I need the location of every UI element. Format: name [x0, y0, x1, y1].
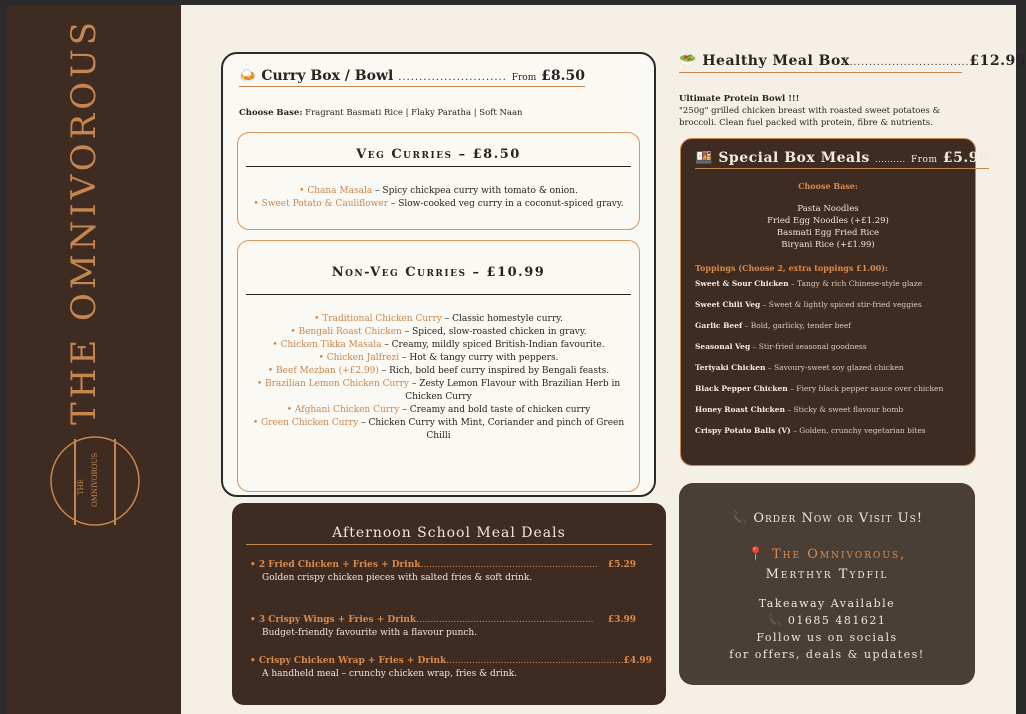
list-item: • Chana Masala – Spicy chickpea curry with tomato & onion.: [299, 186, 578, 196]
phone-icon: 📞: [730, 511, 749, 526]
special-base-label: Choose Base:: [798, 181, 858, 191]
list-item: • Traditional Chicken Curry – Classic homestyle curry.: [314, 314, 563, 324]
healthy-price: £12.99: [969, 53, 1026, 69]
curry-price: £8.50: [541, 68, 585, 84]
list-item: • Sweet Potato & Cauliflower – Slow-cooked veg curry in a coconut-spiced gravy.: [253, 199, 624, 209]
nonveg-curries-box: [237, 240, 640, 492]
school-deals-panel: [232, 503, 666, 705]
list-item: • Chicken Jalfrezi – Hot & tangy curry with peppers.: [318, 353, 559, 363]
veg-curries-box: [237, 132, 640, 230]
phone-icon: 📞: [767, 614, 783, 627]
brand-vertical-title: THE OMNIVOROUS: [64, 17, 104, 425]
omnivorous-logo: [47, 433, 143, 529]
list-item: Sweet Chili Veg – Sweet & lightly spiced stir-fried veggies: [695, 300, 922, 309]
bowl-icon: 🍛: [239, 68, 257, 84]
list-item: • Brazilian Lemon Chicken Curry – Zesty Lemon Flavour with Brazilian Herb in Chicken Curry: [256, 379, 621, 402]
list-item: Seasonal Veg – Stir-fried seasonal goodness: [695, 342, 867, 351]
order-heading: 📞 Order Now or Visit Us!: [730, 511, 924, 526]
brand-sidebar: [7, 5, 181, 714]
social-line-2: for offers, deals & updates!: [729, 648, 925, 661]
deal-item: • 2 Fried Chicken + Fries + Drink .............................................................. £5.29 Golden crispy chicken pieces with salted fries & soft drink.: [250, 560, 636, 583]
social-line-1: Follow us on socials: [756, 631, 898, 644]
list-item: Garlic Beef – Bold, garlicky, tender beef: [695, 321, 852, 330]
special-bases: Pasta Noodles Fried Egg Noodles (+£1.29) Basmati Egg Fried Rice Biryani Rice (+£1.99): [767, 204, 889, 250]
bento-icon: 🍱: [695, 150, 713, 166]
list-item: Sweet & Sour Chicken – Tangy & rich Chinese-style glaze: [695, 279, 923, 288]
deal-item: • Crispy Chicken Wrap + Fries + Drink .............................................................. £4.99 A handheld meal – crunchy chicken wrap, fries & drink.: [250, 656, 652, 679]
shop-name: 📍 The Omnivorous,: [747, 547, 907, 562]
list-item: Black Pepper Chicken – Fiery black pepper sauce over chicken: [695, 384, 944, 393]
healthy-heading: 🥗 Healthy Meal Box...............................£12.99: [679, 53, 962, 73]
svg-text:THE: THE: [77, 479, 85, 495]
takeaway-text: Takeaway Available: [758, 597, 896, 610]
curry-base-line: Choose Base: Fragrant Basmati Rice | Flaky Paratha | Soft Naan: [239, 108, 523, 118]
list-item: • Green Chicken Curry – Chicken Curry with Mint, Coriander and pinch of Green Chilli: [252, 418, 625, 441]
list-item: • Beef Mezban (+£2.99) – Rich, bold beef curry inspired by Bengali feasts.: [267, 366, 610, 376]
veg-curries-list: [246, 185, 631, 211]
curry-heading: 🍛 Curry Box / Bowl .......................... From £8.50: [239, 68, 585, 87]
special-box-panel: [680, 138, 990, 466]
phone-number[interactable]: 📞 01685 481621: [767, 614, 887, 627]
list-item: Crispy Potato Balls (V) – Golden, crunchy vegetarian bites: [695, 426, 926, 435]
deal-item: • 3 Crispy Wings + Fries + Drink .............................................................. £3.99 Budget-friendly favourite with a flavour punch.: [250, 615, 636, 638]
toppings-list: [695, 279, 965, 447]
special-heading: 🍱 Special Box Meals .......... From £5.99: [695, 150, 989, 169]
school-deals-title: Afternoon School Meal Deals: [246, 525, 652, 545]
list-item: • Bengali Roast Chicken – Spiced, slow-roasted chicken in gravy.: [290, 327, 587, 337]
special-price: £5.99: [942, 150, 990, 166]
toppings-label: Toppings (Choose 2, extra toppings £1.00):: [695, 263, 888, 273]
nonveg-curries-title: Non-Veg Curries – £10.99: [246, 265, 631, 295]
salad-icon: 🥗: [679, 53, 697, 69]
list-item: Teriyaki Chicken – Savoury-sweet soy glazed chicken: [695, 363, 904, 372]
order-panel: [679, 483, 975, 685]
veg-curries-title: Veg Curries – £8.50: [246, 147, 631, 167]
healthy-description: Ultimate Protein Bowl !!! "250g" grilled chicken breast with roasted sweet potatoes & broccoli. Clean fuel packed with protein, fibre & nutrients.: [679, 94, 941, 128]
curry-box-panel: [221, 52, 656, 497]
svg-text:OMNIVOROUS: OMNIVOROUS: [91, 452, 99, 507]
list-item: Honey Roast Chicken – Sticky & sweet flavour bomb: [695, 405, 904, 414]
list-item: • Chicken Tikka Masala – Creamy, mildly spiced British-Indian favourite.: [272, 340, 605, 350]
shop-location: Merthyr Tydfil: [765, 567, 889, 582]
list-item: • Afghani Chicken Curry – Creamy and bold taste of chicken curry: [286, 405, 591, 415]
nonveg-curries-list: [246, 313, 631, 443]
location-pin-icon: 📍: [747, 547, 766, 562]
menu-page: [7, 5, 1026, 714]
